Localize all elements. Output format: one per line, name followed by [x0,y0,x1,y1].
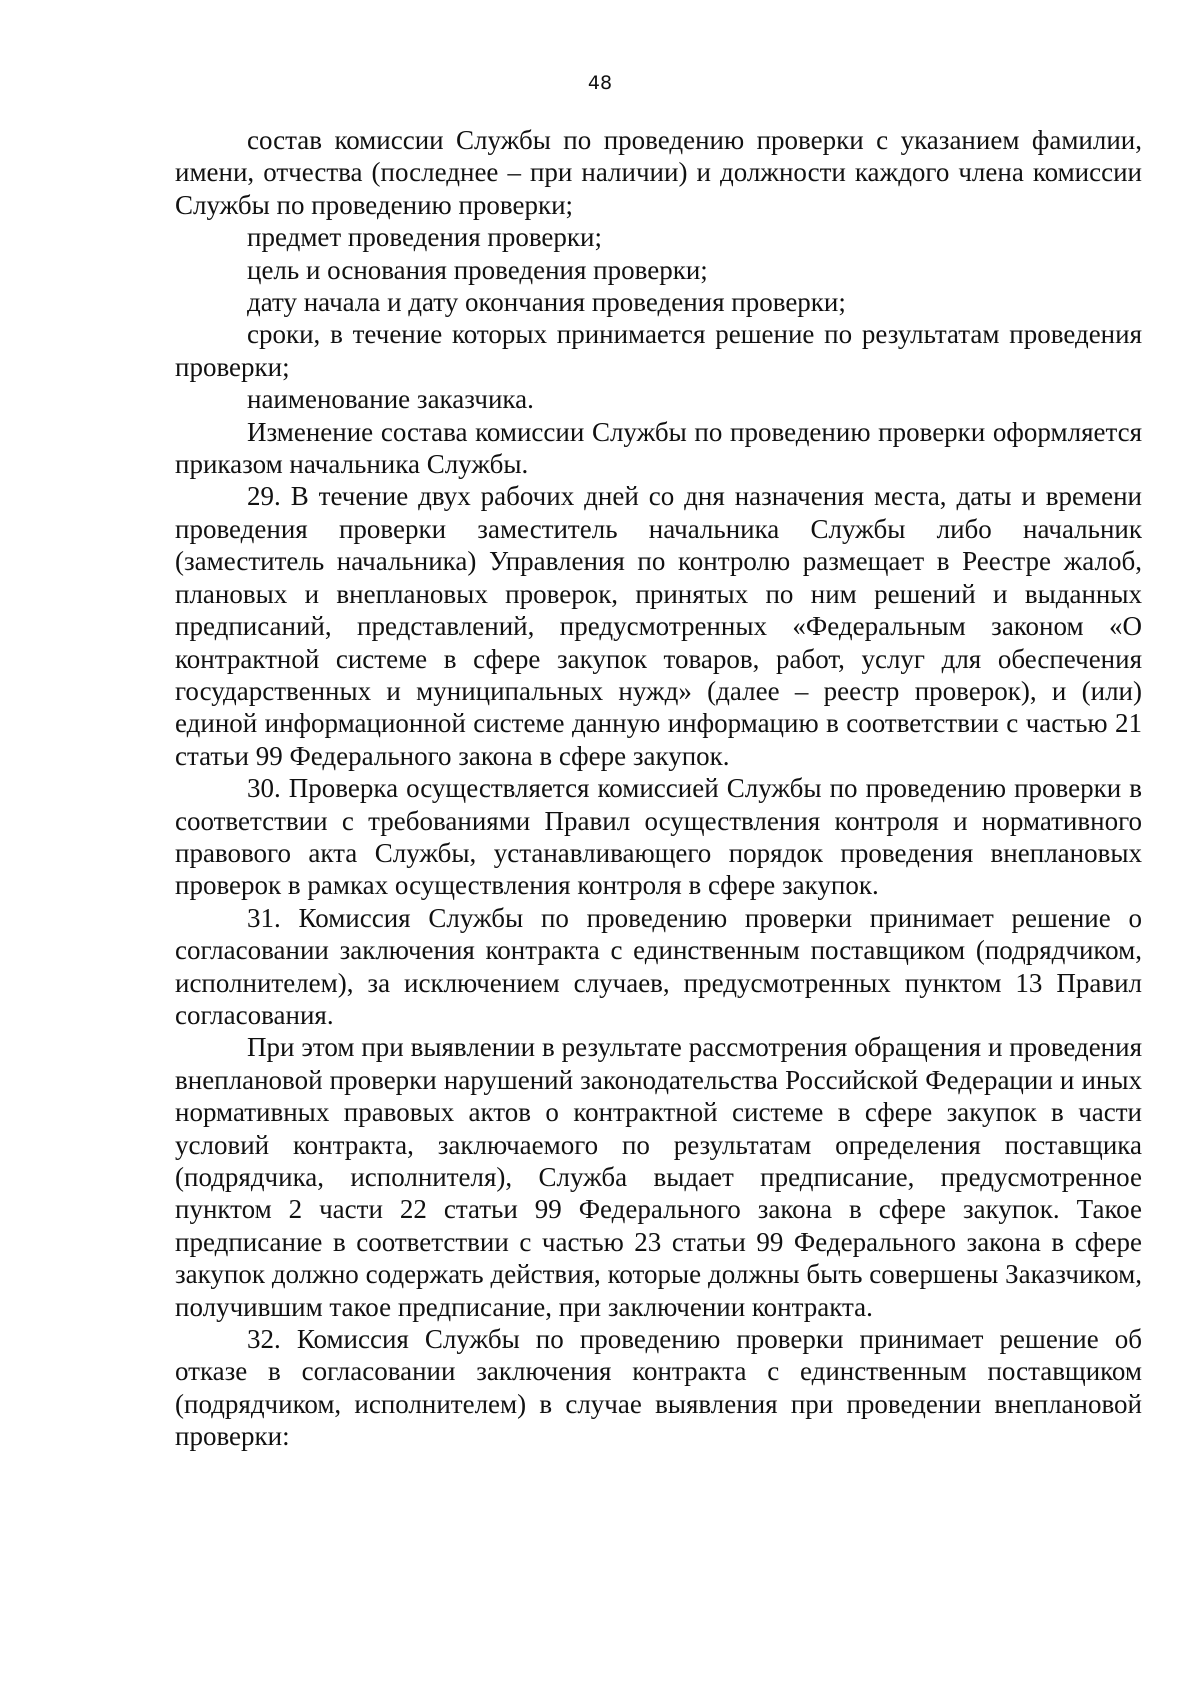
paragraph: состав комиссии Службы по проведению проверки с указанием фамилии, имени, отчества (последнее – при наличии) и должности каждого члена комиссии Службы по проведению проверки; [175,125,1142,220]
paragraph-31: 31. Комиссия Службы по проведению проверки принимает решение о согласовании заключения контракта с единственным поставщиком (подрядчиком, исполнителем), за исключением случаев, предусмотренных пунктом 13 Правил согласования. [175,902,1142,1030]
paragraph: дату начала и дату окончания проведения проверки; [247,287,846,318]
paragraph-30: 30. Проверка осуществляется комиссией Службы по проведению проверки в соответствии с требованиями Правил осуществления контроля и нормативного правового акта Службы, устанавливающего порядок проведения внеплановых проверок в рамках осуществления контроля в сфере закупок. [175,773,1142,901]
paragraph-29: 29. В течение двух рабочих дней со дня назначения места, даты и времени проведения проверки заместитель начальника Службы либо начальник (заместитель начальника) Управления по контролю размещает в Реестре жалоб, плановых и внеплановых проверок, принятых по ним решений и выданных предписаний, представлений, предусмотренных «Федеральным законом «О контрактной системе в сфере закупок товаров, работ, услуг для обеспечения государственных и муниципальных нужд» (далее – реестр проверок), и (или) единой информационной системе данную информацию в соответствии с частью 21 статьи 99 Федерального закона в сфере закупок. [175,481,1142,771]
paragraph: предмет проведения проверки; [247,222,602,253]
paragraph: сроки, в течение которых принимается решение по результатам проведения проверки; [175,319,1142,382]
paragraph: цель и основания проведения проверки; [247,254,708,285]
document-body [175,124,1142,1453]
paragraph: При этом при выявлении в результате рассмотрения обращения и проведения внеплановой проверки нарушений законодательства Российской Федерации и иных нормативных правовых актов о контрактной системе в сфере закупок в части условий контракта, заключаемого по результатам определения поставщика (подрядчика, исполнителя), Служба выдает предписание, предусмотренное пунктом 2 части 22 статьи 99 Федерального закона в сфере закупок. Такое предписание в соответствии с частью 23 статьи 99 Федерального закона в сфере закупок должно содержать действия, которые должны быть совершены Заказчиком, получившим такое предписание, при заключении контракта. [175,1032,1142,1322]
page-number: 48 [587,72,613,94]
paragraph-32: 32. Комиссия Службы по проведению проверки принимает решение об отказе в согласовании заключения контракта с единственным поставщиком (подрядчиком, исполнителем) в случае выявления при проведении внеплановой проверки: [175,1324,1142,1452]
paragraph: наименование заказчика. [247,384,534,415]
paragraph: Изменение состава комиссии Службы по проведению проверки оформляется приказом начальника Службы. [175,416,1142,480]
